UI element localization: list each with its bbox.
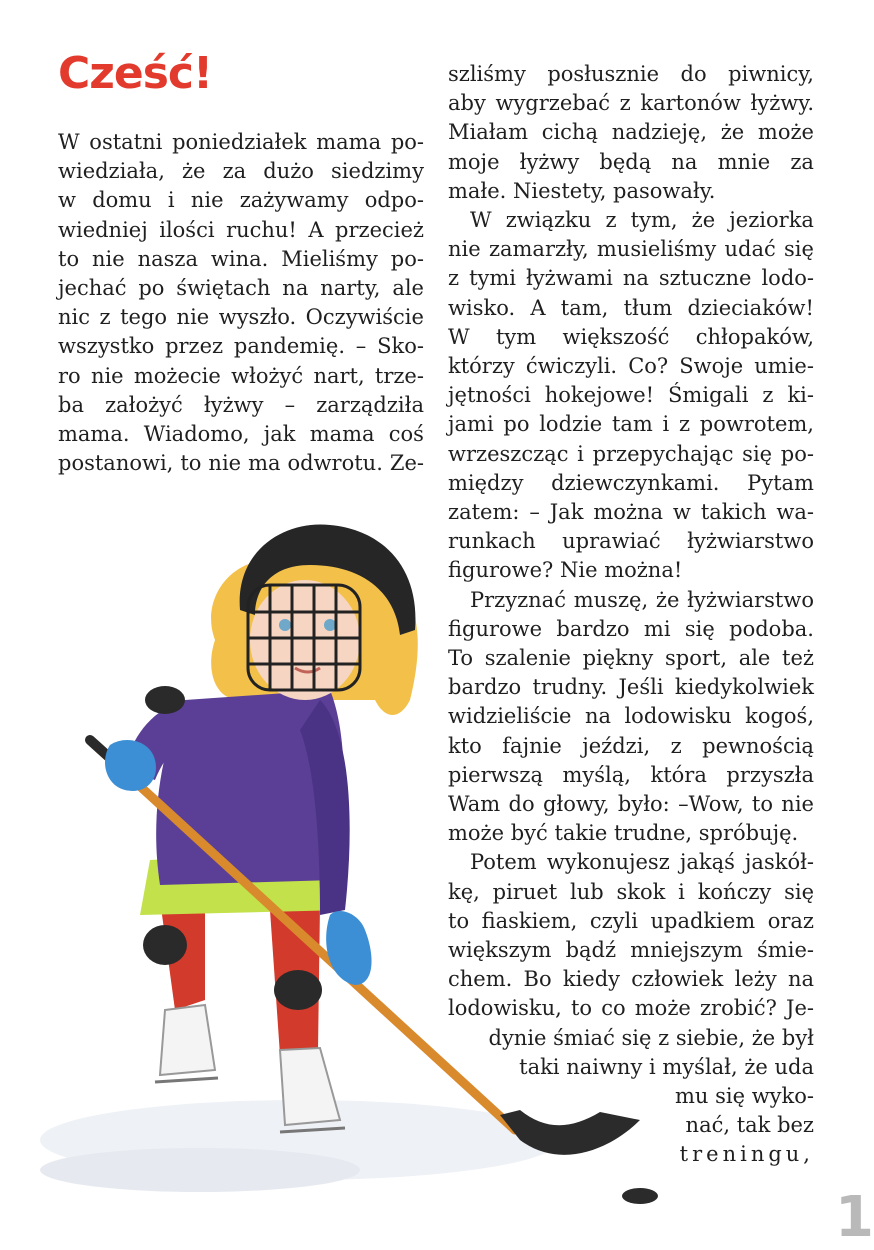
- skate-blade: [155, 1078, 218, 1082]
- text-line: moje łyżwy będą na mnie za: [448, 149, 814, 174]
- text-line: zatem: – Jak można w takich wa-: [448, 500, 814, 524]
- text-line: ro nie możecie włożyć nart, trze-: [58, 363, 424, 388]
- page-number: 1: [835, 1185, 874, 1250]
- text-line: jętności hokejowe! Śmigali z ki-: [448, 383, 814, 408]
- text-line: może być takie trudne, spróbuję.: [448, 821, 799, 846]
- text-line: nic z tego nie wyszło. Oczywiście: [58, 305, 424, 330]
- shoulder-pad: [145, 686, 185, 714]
- text-line: wiedniej ilości ruchu! A przecież: [58, 217, 424, 242]
- text-line: którzy ćwiczyli. Co? Swoje umie-: [448, 354, 814, 378]
- text-line: dynie śmiać się z siebie, że był: [488, 1025, 814, 1050]
- text-line: to nie nasza wina. Mieliśmy po-: [58, 246, 424, 271]
- text-line: figurowe? Nie można!: [448, 558, 683, 583]
- text-line: nie zamarzły, musieliśmy udać się: [448, 237, 814, 262]
- text-line: runkach uprawiać łyżwiarstwo: [448, 529, 814, 554]
- text-line: kę, piruet lub skok i kończy się: [448, 879, 814, 904]
- text-line: Miałam cichą nadzieję, że może: [448, 120, 814, 145]
- text-line: chem. Bo kiedy człowiek leży na: [448, 967, 814, 992]
- text-line: szliśmy posłusznie do piwnicy,: [448, 62, 814, 86]
- text-line: pierwszą myślą, która przyszła: [448, 762, 814, 787]
- text-line: wisko. A tam, tłum dzieciaków!: [448, 295, 814, 320]
- text-line: W związku z tym, że jeziorka: [470, 208, 814, 232]
- text-line: bardzo trudny. Jeśli kiedykolwiek: [448, 675, 814, 700]
- text-line: mu się wyko-: [674, 1084, 814, 1108]
- text-line: postanowi, to nie ma odwrotu. Ze-: [58, 451, 424, 476]
- text-line: wszystko przez pandemię. – Sko-: [58, 334, 424, 359]
- text-line: między dziewczynkami. Pytam: [448, 470, 814, 495]
- text-line: to fiaskiem, czyli upadkiem oraz: [448, 908, 814, 933]
- text-line: małe. Niestety, pasowały.: [448, 178, 716, 203]
- text-line: To szalenie piękny sport, ale też: [448, 646, 814, 670]
- knee-pad: [274, 970, 322, 1010]
- text-line: większym bądź mniejszym śmie-: [448, 938, 814, 962]
- text-line: jami po lodzie tam i z powrotem,: [448, 412, 814, 437]
- page-title: Cześć!: [58, 48, 213, 99]
- right-skate: [280, 1048, 340, 1125]
- text-line: treningu,: [679, 1142, 814, 1167]
- text-line: Wam do głowy, było: –Wow, to nie: [448, 792, 814, 816]
- text-line: aby wygrzebać z kartonów łyżwy.: [448, 91, 814, 116]
- knee-pad: [143, 925, 187, 965]
- text-line: W tym większość chłopaków,: [448, 324, 814, 349]
- text-line: lodowisku, to co może zrobić? Je-: [448, 996, 814, 1021]
- left-skate: [160, 1005, 215, 1075]
- text-line: widzieliście na lodowisku kogoś,: [448, 704, 814, 729]
- text-line: W ostatni poniedziałek mama po-: [58, 130, 424, 154]
- text-line: jechać po świętach na narty, ale: [58, 276, 424, 300]
- text-line: Potem wykonujesz jakąś jaskół-: [470, 850, 814, 875]
- text-line: taki naiwny i myślał, że uda: [519, 1054, 814, 1079]
- text-line: z tymi łyżwami na sztuczne lodo-: [448, 266, 814, 291]
- text-line: wiedziała, że za dużo siedzimy: [58, 159, 424, 184]
- face: [250, 580, 360, 700]
- text-line: figurowe bardzo mi się podoba.: [448, 616, 814, 641]
- text-line: nać, tak bez: [685, 1113, 814, 1138]
- eye: [324, 619, 336, 631]
- text-line: ba założyć łyżwy – zarządziła: [58, 392, 424, 417]
- text-line: wrzeszcząc i przepychając się po-: [448, 441, 814, 466]
- text-line: Przyznać muszę, że łyżwiarstwo: [470, 587, 814, 612]
- right-glove: [326, 911, 371, 985]
- puck: [622, 1188, 658, 1204]
- text-line: mama. Wiadomo, jak mama coś: [58, 422, 424, 446]
- text-line: w domu i nie zażywamy odpo-: [58, 188, 424, 213]
- ice-shadow: [40, 1148, 360, 1192]
- text-line: kto fajnie jeździ, z pewnością: [448, 733, 814, 758]
- eye: [279, 619, 291, 631]
